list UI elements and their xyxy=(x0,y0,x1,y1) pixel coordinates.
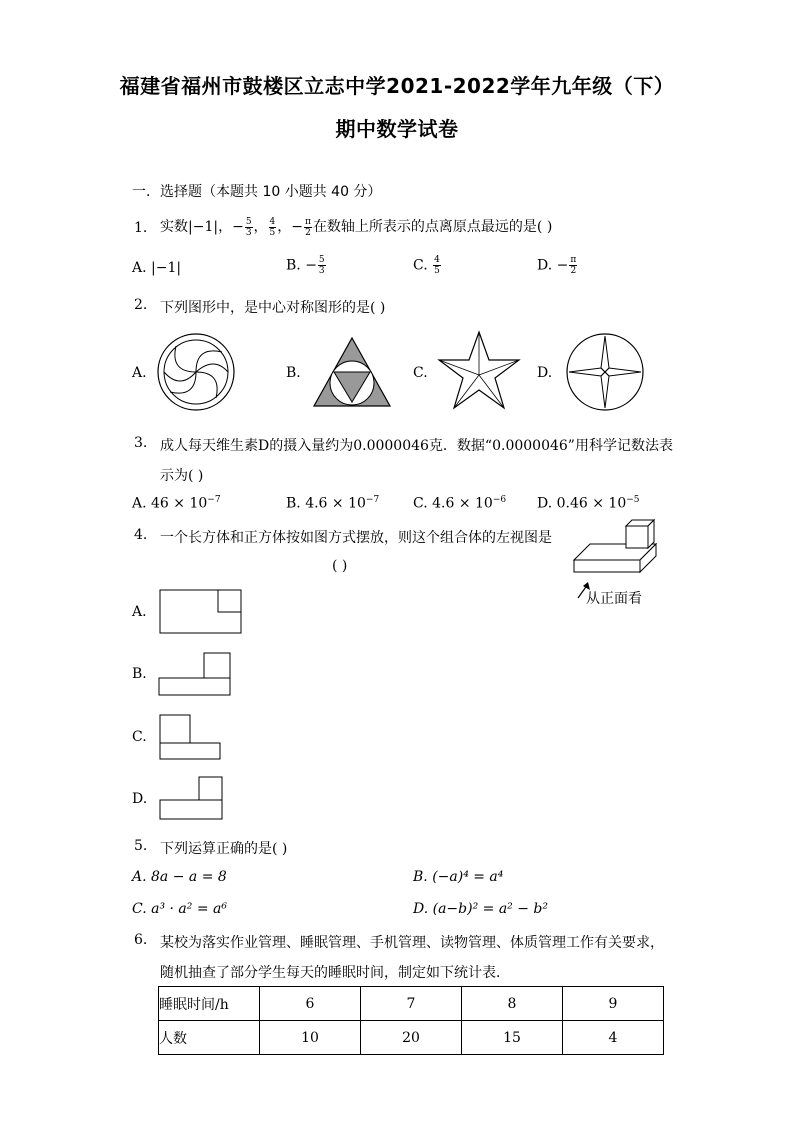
q4-option-d-figure xyxy=(159,776,223,821)
q1-option-d: D. − $\frac{\pi}{2}$ xyxy=(537,255,577,276)
q2-figure-d-circle-cross xyxy=(565,332,645,412)
q1-stem: 实数|−1|，− $\frac{5}{3}$ ， $\frac{4}{5}$ ，− $\frac{\pi}{2}$ 在数轴上所表示的点离原点最远的是( ) xyxy=(160,216,553,238)
q2-figure-c-star xyxy=(437,330,521,412)
q1-option-c: C. $\frac{4}{5}$ xyxy=(413,255,440,276)
q4-answer-paren: ( ) xyxy=(332,558,348,574)
q4-label-a: A. xyxy=(132,604,147,620)
q3-option-c: C. $4.6 \times 10^{-6}$ xyxy=(413,495,507,512)
page-title: 福建省福州市鼓楼区立志中学2021-2022学年九年级（下） xyxy=(119,74,675,98)
q3-stem-line2: 示为( ) xyxy=(160,468,204,484)
table-row xyxy=(159,1021,664,1055)
table-header-cell: 人数 xyxy=(159,1021,260,1055)
q2-figure-a-pinwheel xyxy=(156,332,236,412)
q5-stem: 下列运算正确的是( ) xyxy=(160,841,288,857)
table-cell: 6 xyxy=(260,987,361,1021)
q6-stem-line1: 某校为落实作业管理、睡眠管理、手机管理、读物管理、体质管理工作有关要求， xyxy=(160,935,664,951)
table-header-cell: 睡眠时间/h xyxy=(159,987,260,1021)
q1-number: 1. xyxy=(134,220,148,236)
q2-label-b: B. xyxy=(286,365,301,381)
q2-label-a: A. xyxy=(132,365,147,381)
q3-stem-line1: 成人每天维生素D的摄入量约为0.0000046克．数据“0.0000046”用科学记数法表 xyxy=(160,438,673,454)
table-row xyxy=(159,987,664,1021)
table-cell: 8 xyxy=(462,987,563,1021)
q5-option-a: A. 8a − a = 8 xyxy=(132,869,227,885)
q4-stem: 一个长方体和正方体按如图方式摆放，则这个组合体的左视图是 xyxy=(160,530,552,546)
q4-option-b-figure xyxy=(158,652,232,697)
q1-option-a: A. |−1| xyxy=(132,260,182,276)
table-cell: 20 xyxy=(361,1021,462,1055)
q5-option-b: B. (−a)⁴ = a⁴ xyxy=(413,869,504,885)
page-subtitle: 期中数学试卷 xyxy=(335,117,459,141)
q4-view-label: 从正面看 xyxy=(586,591,642,607)
q4-solid-figure xyxy=(570,518,662,588)
table-cell: 4 xyxy=(563,1021,664,1055)
q2-label-d: D. xyxy=(537,365,553,381)
q3-option-d: D. $0.46 \times 10^{-5}$ xyxy=(537,495,640,512)
table-cell: 9 xyxy=(563,987,664,1021)
q2-number: 2. xyxy=(134,297,148,313)
q4-label-b: B. xyxy=(132,666,147,682)
q3-option-b: B. $4.6 \times 10^{-7}$ xyxy=(286,495,380,512)
table-cell: 7 xyxy=(361,987,462,1021)
q2-label-c: C. xyxy=(413,365,428,381)
q4-option-c-figure xyxy=(159,714,223,761)
q4-option-a-figure xyxy=(159,589,243,635)
q4-label-c: C. xyxy=(132,729,147,745)
q6-number: 6. xyxy=(134,932,148,948)
q6-stem-line2: 随机抽查了部分学生每天的睡眠时间，制定如下统计表． xyxy=(160,965,510,981)
sleep-stat-table xyxy=(158,986,664,1055)
section-heading: 一．选择题（本题共 10 小题共 40 分） xyxy=(132,184,382,200)
q1-option-b: B. − $\frac{5}{3}$ xyxy=(286,255,325,276)
q5-number: 5. xyxy=(134,838,148,854)
table-cell: 10 xyxy=(260,1021,361,1055)
q4-label-d: D. xyxy=(132,791,148,807)
q3-number: 3. xyxy=(134,435,148,451)
q4-number: 4. xyxy=(134,527,148,543)
q3-option-a: A. $46 \times 10^{-7}$ xyxy=(132,495,221,512)
q5-option-c: C. a³ · a² = a⁶ xyxy=(132,901,227,917)
q2-stem: 下列图形中，是中心对称图形的是( ) xyxy=(160,300,386,316)
q5-option-d: D. (a−b)² = a² − b² xyxy=(413,901,548,917)
table-cell: 15 xyxy=(462,1021,563,1055)
q2-figure-b-triangle xyxy=(312,336,392,408)
